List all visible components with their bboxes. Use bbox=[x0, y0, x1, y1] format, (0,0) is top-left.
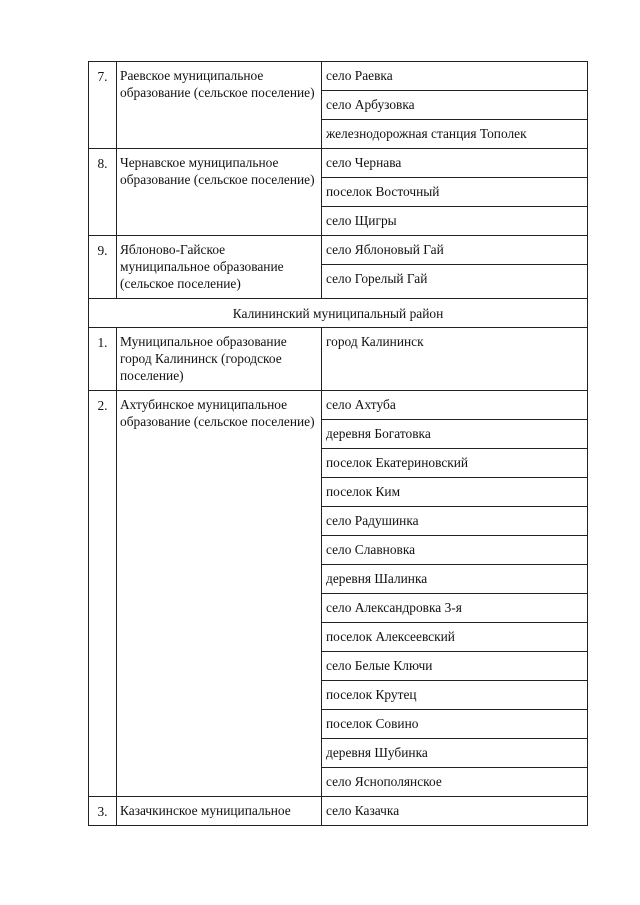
table-row bbox=[89, 62, 588, 91]
locality-name: поселок Алексеевский bbox=[322, 623, 588, 652]
locality-name: поселок Восточный bbox=[322, 178, 588, 207]
table-row bbox=[89, 391, 588, 420]
locality-name: село Александровка 3-я bbox=[322, 594, 588, 623]
municipality-name: Чернавское муниципальное образование (сельское поселение) bbox=[117, 149, 322, 236]
locality-name: поселок Ким bbox=[322, 478, 588, 507]
row-number: 3. bbox=[89, 797, 117, 826]
locality-name: деревня Шалинка bbox=[322, 565, 588, 594]
locality-name: село Яблоновый Гай bbox=[322, 236, 588, 265]
locality-name: село Яснополянское bbox=[322, 768, 588, 797]
locality-name: село Горелый Гай bbox=[322, 265, 588, 299]
row-number: 2. bbox=[89, 391, 117, 797]
locality-name: село Белые Ключи bbox=[322, 652, 588, 681]
municipality-name: Казачкинское муниципальное bbox=[117, 797, 322, 826]
settlements-table bbox=[88, 61, 588, 826]
locality-name: село Славновка bbox=[322, 536, 588, 565]
row-number: 8. bbox=[89, 149, 117, 236]
locality-name: поселок Крутец bbox=[322, 681, 588, 710]
locality-name: село Радушинка bbox=[322, 507, 588, 536]
locality-name: село Чернава bbox=[322, 149, 588, 178]
municipality-name: Ахтубинское муниципальное образование (сельское поселение) bbox=[117, 391, 322, 797]
municipality-name: Муниципальное образование город Калининск (городское поселение) bbox=[117, 328, 322, 391]
table-row bbox=[89, 797, 588, 826]
locality-name: село Ахтуба bbox=[322, 391, 588, 420]
locality-name: поселок Совино bbox=[322, 710, 588, 739]
locality-name: железнодорожная станция Тополек bbox=[322, 120, 588, 149]
locality-name: деревня Шубинка bbox=[322, 739, 588, 768]
table-row bbox=[89, 328, 588, 391]
table-row bbox=[89, 236, 588, 265]
table-row bbox=[89, 149, 588, 178]
locality-name: село Раевка bbox=[322, 62, 588, 91]
district-header: Калининский муниципальный район bbox=[89, 299, 588, 328]
row-number: 7. bbox=[89, 62, 117, 149]
locality-name: город Калининск bbox=[322, 328, 588, 391]
locality-name: село Арбузовка bbox=[322, 91, 588, 120]
locality-name: деревня Богатовка bbox=[322, 420, 588, 449]
locality-name: село Казачка bbox=[322, 797, 588, 826]
locality-name: поселок Екатериновский bbox=[322, 449, 588, 478]
district-header-row bbox=[89, 299, 588, 328]
locality-name: село Щигры bbox=[322, 207, 588, 236]
municipality-name: Яблоново-Гайское муниципальное образование (сельское поселение) bbox=[117, 236, 322, 299]
municipality-name: Раевское муниципальное образование (сельское поселение) bbox=[117, 62, 322, 149]
row-number: 9. bbox=[89, 236, 117, 299]
row-number: 1. bbox=[89, 328, 117, 391]
